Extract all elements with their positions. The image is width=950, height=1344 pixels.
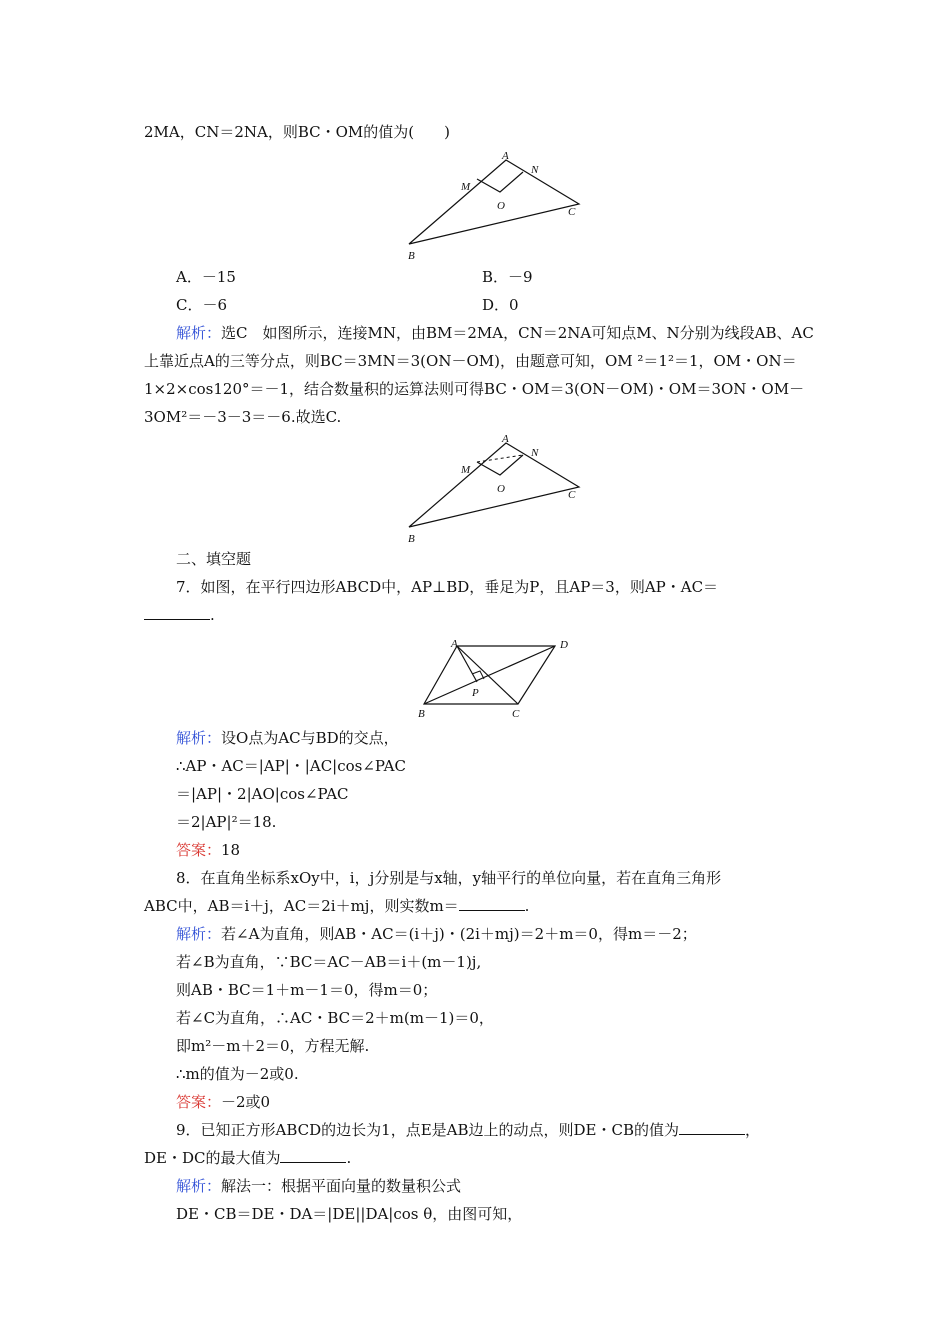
fig2-label-o: O xyxy=(497,483,505,495)
q7-label-a: A xyxy=(451,638,458,650)
q7-label-d: D xyxy=(560,639,568,651)
q6-figure-1 xyxy=(395,148,595,263)
q8-stem-line-2 xyxy=(144,896,529,916)
q8-analysis-line-4: 若∠C为直角，∴AC・BC＝2＋m(m－1)＝0， xyxy=(176,1009,494,1027)
q8-analysis-line-5: 即m²－m＋2＝0，方程无解. xyxy=(176,1037,370,1055)
q9-stem-end-1: ， xyxy=(745,1121,761,1139)
q6-figure-2 xyxy=(395,431,595,546)
q9-stem-line-1 xyxy=(176,1120,760,1140)
fig1-label-o: O xyxy=(497,200,505,212)
q9-answer-blank-1 xyxy=(679,1120,745,1135)
q6-stem-tail: 2MA，CN＝2NA，则BC・OM的值为( ) xyxy=(144,123,450,141)
q7-analysis-line-2: ∴AP・AC＝|AP|・|AC|cos∠PAC xyxy=(176,757,406,775)
q6-analysis-text-1: 选C 如图所示，连接MN，由BM＝2MA，CN＝2NA可知点M、N分别为线段AB、AC xyxy=(221,324,814,342)
q8-analysis-line-1 xyxy=(176,924,697,944)
fig1-label-n: N xyxy=(531,164,539,176)
q7-analysis-text-1: 设O点为AC与BD的交点， xyxy=(221,729,399,747)
q9-stem-text-1: 9．已知正方形ABCD的边长为1，点E是AB边上的动点，则DE・CB的值为 xyxy=(176,1121,680,1139)
q8-answer-label: 答案： xyxy=(176,1093,222,1111)
fig2-label-c: C xyxy=(568,489,576,501)
q6-option-c: C．－6 xyxy=(176,296,228,314)
q9-stem-end-2: . xyxy=(346,1149,352,1167)
q6-option-d: D．0 xyxy=(482,296,519,314)
q7-answer-value: 18 xyxy=(221,841,241,859)
q9-analysis-label: 解析： xyxy=(176,1177,222,1195)
q9-analysis-line-1 xyxy=(176,1176,461,1196)
q6-option-a: A．－15 xyxy=(176,268,236,286)
q8-analysis-line-3: 则AB・BC＝1＋m－1＝0，得m＝0； xyxy=(176,981,438,999)
q7-figure xyxy=(412,634,582,722)
q7-analysis-line-4: ＝2|AP|²＝18. xyxy=(176,813,277,831)
q9-analysis-line-2: DE・CB＝DE・DA＝|DE||DA|cos θ，由图可知， xyxy=(176,1205,523,1223)
q6-analysis-line-3: 1×2×cos120°＝－1，结合数量积的运算法则可得BC・OM＝3(ON－OM)・OM＝3ON・OM－ xyxy=(144,380,805,398)
q8-analysis-text-1: 若∠A为直角，则AB・AC＝(i＋j)・(2i＋mj)＝2＋m＝0，得m＝－2； xyxy=(221,925,697,943)
q7-answer-line xyxy=(176,840,240,860)
q8-answer-line xyxy=(176,1092,270,1112)
q8-analysis-label: 解析： xyxy=(176,925,222,943)
section-title: 二、填空题 xyxy=(176,550,252,568)
q7-stem-blank-line xyxy=(144,605,215,625)
fig2-label-b: B xyxy=(408,533,415,545)
q6-analysis-line-1 xyxy=(176,323,814,343)
q7-analysis-line-1 xyxy=(176,728,399,748)
q8-stem-line-1: 8．在直角坐标系xOy中，i，j分别是与x轴，y轴平行的单位向量，若在直角三角形 xyxy=(176,869,722,887)
q8-stem-text-2: ABC中，AB＝i＋j，AC＝2i＋mj，则实数m＝ xyxy=(144,897,459,915)
q9-answer-blank-2 xyxy=(280,1148,346,1163)
q6-analysis-line-4: 3OM²＝－3－3＝－6.故选C. xyxy=(144,408,342,426)
fig2-label-a: A xyxy=(502,433,509,445)
fig1-label-b: B xyxy=(408,250,415,262)
q9-stem-line-2 xyxy=(144,1148,351,1168)
q8-answer-value: －2或0 xyxy=(221,1093,271,1111)
q7-label-c: C xyxy=(512,708,520,720)
q9-analysis-text-1: 解法一：根据平面向量的数量积公式 xyxy=(221,1177,462,1195)
q7-analysis-label: 解析： xyxy=(176,729,222,747)
fig1-label-a: A xyxy=(502,150,509,162)
q8-analysis-line-2: 若∠B为直角，∵BC＝AC－AB＝i＋(m－1)j, xyxy=(176,953,482,971)
q7-stem-end: . xyxy=(210,606,215,624)
q6-option-b: B．－9 xyxy=(482,268,533,286)
fig2-label-n: N xyxy=(531,447,539,459)
q8-analysis-line-6: ∴m的值为－2或0. xyxy=(176,1065,299,1083)
q9-stem-text-2: DE・DC的最大值为 xyxy=(144,1149,281,1167)
fig2-label-m: M xyxy=(461,464,471,476)
fig1-label-m: M xyxy=(461,181,471,193)
q7-label-p: P xyxy=(472,687,479,699)
q7-answer-label: 答案： xyxy=(176,841,222,859)
fig1-label-c: C xyxy=(568,206,576,218)
q8-stem-end: . xyxy=(524,897,530,915)
q8-answer-blank xyxy=(459,896,525,911)
q6-analysis-label: 解析： xyxy=(176,324,222,342)
q7-stem: 7．如图，在平行四边形ABCD中，AP⊥BD，垂足为P，且AP＝3，则AP・AC＝ xyxy=(176,578,719,596)
q7-analysis-line-3: ＝|AP|・2|AO|cos∠PAC xyxy=(176,785,349,803)
q7-answer-blank xyxy=(144,605,210,620)
q7-label-b: B xyxy=(418,708,425,720)
q6-analysis-line-2: 上靠近点A的三等分点，则BC＝3MN＝3(ON－OM)，由题意可知，OM ²＝1²＝1，OM・ON＝ xyxy=(144,352,797,370)
